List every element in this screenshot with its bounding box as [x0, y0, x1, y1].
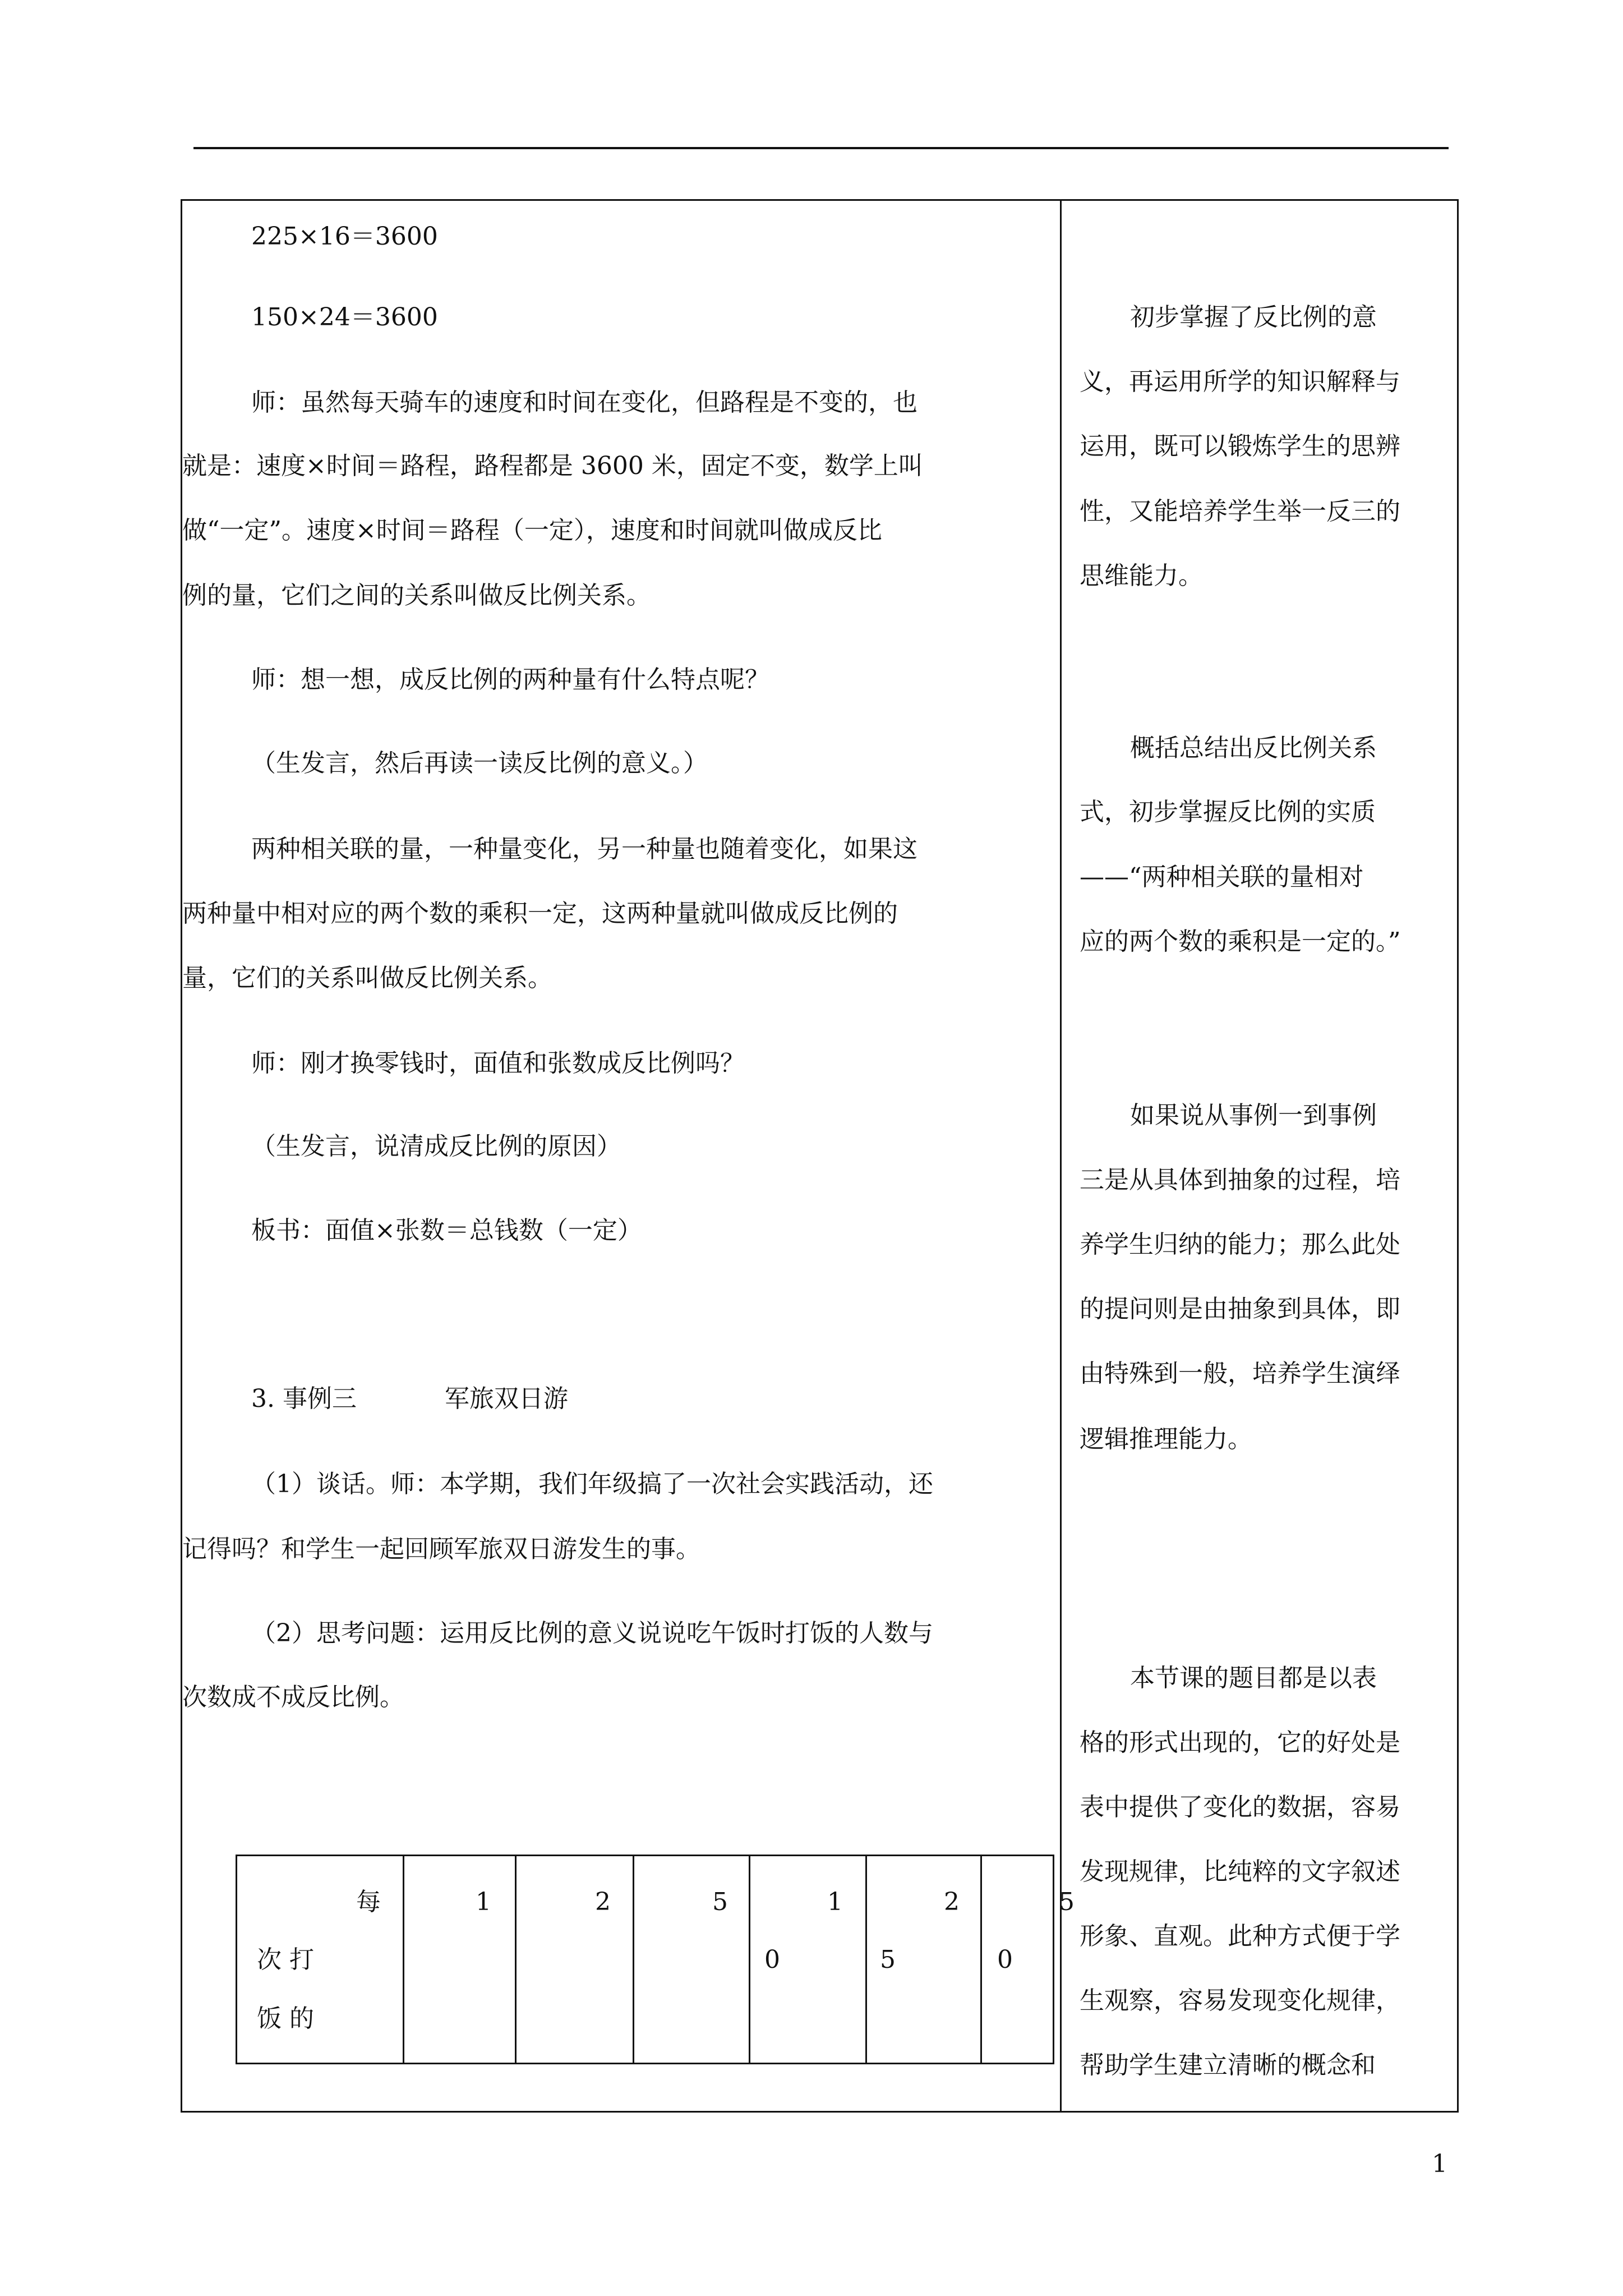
table-cell: 5 [880, 1945, 896, 1974]
definition-line: 两种相关联的量，一种量变化，另一种量也随着变化，如果这 [251, 835, 917, 863]
case-heading-number: 3. 事例三 [251, 1384, 357, 1413]
table-column-divider [865, 1856, 867, 2063]
think-line: （2）思考问题：运用反比例的意义说说吃午饭时打饭的人数与 [251, 1619, 933, 1648]
table-cell: 5 [1059, 1888, 1075, 1916]
note-line: 养学生归纳的能力；那么此处 [1080, 1230, 1400, 1259]
note-line: 生观察，容易发现变化规律， [1080, 1986, 1400, 2015]
note-line: 初步掌握了反比例的意 [1130, 303, 1377, 332]
note-line: 义，再运用所学的知识解释与 [1080, 367, 1400, 396]
question-line: 师：刚才换零钱时，面值和张数成反比例吗？ [251, 1049, 745, 1078]
lesson-plan-table [181, 199, 1459, 2113]
note-line: 的提问则是由抽象到具体，即 [1080, 1295, 1400, 1323]
note-line: 概括总结出反比例关系 [1130, 734, 1377, 762]
definition-line: 两种量中相对应的两个数的乘积一定，这两种量就叫做成反比例的 [182, 899, 898, 928]
table-column-divider [980, 1856, 982, 2063]
paragraph-line: 就是：速度×时间＝路程，路程都是 3600 米，固定不变，数学上叫 [182, 452, 923, 480]
talk-line: （1）谈话。师：本学期，我们年级搞了一次社会实践活动，还 [251, 1470, 933, 1498]
table-cell: 2 [595, 1888, 611, 1916]
case-heading-title: 军旅双日游 [445, 1384, 568, 1413]
paragraph-line: 例的量，它们之间的关系叫做反比例关系。 [182, 581, 651, 610]
table-cell: 0 [764, 1945, 780, 1974]
student-note: （生发言，说清成反比例的原因） [251, 1132, 621, 1161]
definition-line: 量，它们的关系叫做反比例关系。 [182, 964, 552, 992]
note-line: 帮助学生建立清晰的概念和 [1080, 2051, 1376, 2079]
note-line: 运用，既可以锻炼学生的思辨 [1080, 432, 1400, 461]
board-note: 板书：面值×张数＝总钱数（一定） [251, 1216, 642, 1245]
note-line: 表中提供了变化的数据，容易 [1080, 1793, 1400, 1821]
header-rule [193, 147, 1449, 149]
calc-line: 150×24＝3600 [251, 303, 438, 332]
talk-line: 记得吗？和学生一起回顾军旅双日游发生的事。 [182, 1535, 700, 1563]
table-column-divider [403, 1856, 404, 2063]
note-line: 应的两个数的乘积是一定的。” [1080, 927, 1401, 956]
note-line: 本节课的题目都是以表 [1130, 1664, 1377, 1692]
table-column-divider [749, 1856, 750, 2063]
page-number: 1 [1432, 2150, 1447, 2178]
meal-count-table [236, 1855, 1075, 2064]
paragraph-line: 做“一定”。速度×时间＝路程（一定），速度和时间就叫做成反比 [182, 516, 882, 545]
table-cell: 2 [944, 1888, 960, 1916]
note-line: 发现规律，比纯粹的文字叙述 [1080, 1857, 1400, 1886]
table-header-line: 次 打 [257, 1945, 314, 1974]
table-cell: 1 [827, 1888, 843, 1916]
note-line: 逻辑推理能力。 [1080, 1425, 1252, 1453]
note-line: 格的形式出现的，它的好处是 [1080, 1728, 1400, 1757]
note-line: 形象、直观。此种方式便于学 [1080, 1922, 1400, 1950]
think-line: 次数成不成反比例。 [182, 1683, 404, 1711]
table-cell: 1 [476, 1888, 491, 1916]
note-line: 性，又能培养学生举一反三的 [1080, 497, 1400, 526]
note-line: 由特殊到一般，培养学生演绎 [1080, 1359, 1400, 1388]
note-line: 如果说从事例一到事例 [1130, 1101, 1377, 1130]
paragraph-line: 师：虽然每天骑车的速度和时间在变化，但路程是不变的，也 [251, 388, 917, 417]
table-column-divider [515, 1856, 517, 2063]
table-header-line: 饭 的 [257, 2004, 314, 2033]
note-line: 思维能力。 [1080, 562, 1203, 590]
column-divider [1060, 201, 1062, 2111]
note-line: 三是从具体到抽象的过程，培 [1080, 1166, 1400, 1194]
calc-line: 225×16＝3600 [251, 222, 438, 251]
table-header-line: 每 [356, 1888, 381, 1916]
table-column-divider [633, 1856, 634, 2063]
table-cell: 0 [997, 1945, 1013, 1974]
question-line: 师：想一想，成反比例的两种量有什么特点呢？ [251, 665, 769, 694]
table-cell: 5 [712, 1888, 728, 1916]
note-line: 式，初步掌握反比例的实质 [1080, 798, 1376, 826]
note-line: ——“两种相关联的量相对 [1080, 863, 1364, 891]
student-note: （生发言，然后再读一读反比例的意义。） [251, 749, 708, 777]
